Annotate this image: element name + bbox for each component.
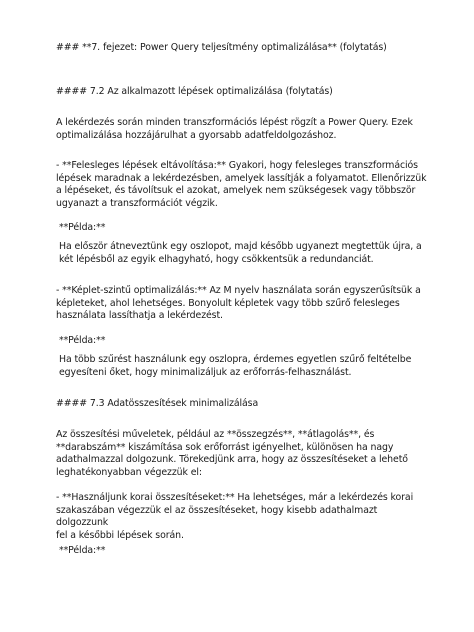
example-text-2: Ha több szűrést használunk egy oszlopra, érdemes egyetlen szűrő feltételbe egyesíteni őket, hogy minimalizáljuk az erőforrás-felhasználást.	[59, 354, 412, 378]
example-label-3: **Példa:**	[59, 545, 106, 556]
chapter-heading: ### **7. fejezet: Power Query teljesítmény optimalizálása** (folytatás)	[56, 42, 387, 53]
section-heading-7-2: #### 7.2 Az alkalmazott lépések optimalizálása (folytatás)	[56, 86, 333, 97]
bullet-korai-osszesites: - **Használjunk korai összesítéseket:** Ha lehetséges, már a lekérdezés korai szakaszában végezzük el az összesítéseket, hogy kisebb adathalmazt dolgozzunk fel a későbbi lépések során.	[56, 492, 414, 541]
bullet-keplet-optimalizalas: - **Képlet-szintű optimalizálás:** Az M nyelv használata során egyszerűsítsük a képleteket, ahol lehetséges. Bonyolult képletek vagy több szűrő felesleges használata lassíthatja a lekérdezést.	[56, 285, 421, 322]
aggregation-paragraph: Az összesítési műveletek, például az **összegzés**, **átlagolás**, és **darabszám** kiszámítása sok erőforrást igényelhet, különösen ha nagy adathalmazzal dolgozunk. Törekedjünk arra, hogy az összesítéseket a lehető leghatékonyabban végezzük el:	[56, 429, 408, 478]
bullet-felesleges-lepesek: - **Felesleges lépések eltávolítása:** Gyakori, hogy felesleges transzformációs lépések maradnak a lekérdezésben, amelyek lassítják a folyamatot. Ellenőrizzük a lépéseket, és távolítsuk el azokat, amelyek nem szükségesek vagy többször ugyanazt a transzformációt végzik.	[56, 160, 427, 209]
section-heading-7-3: #### 7.3 Adatösszesítések minimalizálása	[56, 398, 259, 409]
example-label-2: **Példa:**	[59, 335, 106, 346]
example-label-1: **Példa:**	[59, 222, 106, 233]
intro-paragraph: A lekérdezés során minden transzformációs lépést rögzít a Power Query. Ezek optimalizálása hozzájárulhat a gyorsabb adatfeldolgozáshoz.	[56, 117, 413, 141]
example-text-1: Ha először átneveztünk egy oszlopot, majd később ugyanezt megtettük újra, a két lépésből az egyik elhagyható, hogy csökkentsük a redundanciát.	[59, 241, 422, 265]
